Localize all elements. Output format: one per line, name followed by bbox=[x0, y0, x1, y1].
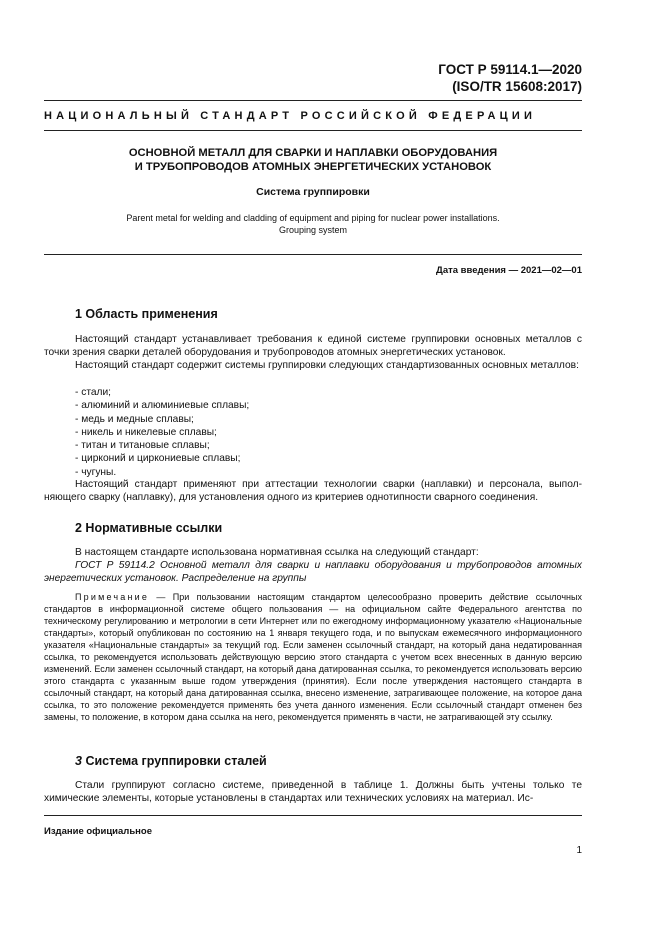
title-rule bbox=[44, 254, 582, 255]
iso-number: (ISO/TR 15608:2017) bbox=[452, 79, 582, 94]
section-3-title: Система группировки сталей bbox=[85, 754, 267, 768]
english-title-line-2: Grouping system bbox=[278, 225, 348, 235]
section-1-para-2: Настоящий стандарт содержит системы группировки следующих стандартизованных основных металлов: bbox=[75, 360, 579, 371]
section-1-para-1: Настоящий стандарт устанавливает требования к единой системе группировки основных металлов с точки зрения сварки деталей оборудования и трубопроводов атомных энергетических установок. bbox=[44, 334, 582, 358]
note-text: — При пользовании настоящим стандартом целесообразно проверить действие ссылочных стандартов в информационной системе общего пользования — на официальном сайте Федерального агентства по техническому регулированию и метрологии в сети Интернет или по ежегодному информационному указателю «Национальные стандарты», который опубликован по состоянию на 1 января текущего года, и по выпускам ежемесячного информационного указателя «Национальные стандарты» за текущий год. Если заменен ссылочный стандарт, на который дана недатированная ссылка, то рекомендуется использовать действующую версию этого стандарта с учетом всех внесенных в данную версию изменений. Если заменен ссылочный стандарт, на который дана датированная ссылка, то рекомендуется использовать версию этого стандарта с указанным выше годом утверждения (принятия). Если после утверждения настоящего стандарта в ссылочный стандарт, на который дана датированная ссылка, внесено изменение, затрагивающее положение, на которое дана ссылка, то это положение рекомендуется применять без учета данного изменения. Если ссылочный стандарт отменен без замены, то положение, в котором дана ссылка на него, рекомендуется применять в части, не затрагивающей эту ссылку. bbox=[44, 592, 582, 722]
header-rule-bottom bbox=[44, 130, 582, 131]
national-standard-banner: НАЦИОНАЛЬНЫЙ СТАНДАРТ РОССИЙСКОЙ ФЕДЕРАЦИИ bbox=[44, 110, 537, 122]
footer-rule bbox=[44, 815, 582, 816]
section-2-para-1: В настоящем стандарте использована нормативная ссылка на следующий стандарт: bbox=[75, 547, 479, 558]
english-title-line-1: Parent metal for welding and cladding of equipment and piping for nuclear power installations. bbox=[126, 213, 500, 223]
section-1-heading: 1 Область применения bbox=[75, 307, 218, 321]
title-line-1: ОСНОВНОЙ МЕТАЛЛ ДЛЯ СВАРКИ И НАПЛАВКИ ОБОРУДОВАНИЯ bbox=[128, 147, 498, 159]
reference-note bbox=[44, 591, 582, 723]
gost-number: ГОСТ Р 59114.1—2020 bbox=[438, 62, 582, 77]
list-item: - стали; bbox=[75, 387, 111, 398]
metals-list bbox=[75, 386, 249, 479]
note-label: Примечание bbox=[75, 592, 150, 602]
section-3-heading bbox=[75, 754, 267, 768]
introduction-date: Дата введения — 2021—02—01 bbox=[436, 265, 582, 276]
page-number: 1 bbox=[576, 845, 582, 856]
list-item: - медь и медные сплавы; bbox=[75, 413, 194, 425]
english-title bbox=[44, 212, 582, 236]
section-3-number: 3 bbox=[75, 754, 82, 768]
standard-designation bbox=[438, 61, 582, 95]
list-item: - титан и титановые сплавы; bbox=[75, 440, 210, 452]
list-item: - никель и никелевые сплавы; bbox=[75, 426, 217, 438]
official-edition-label: Издание официальное bbox=[44, 826, 152, 837]
list-item: - цирконий и циркониевые сплавы; bbox=[75, 453, 241, 465]
header-rule-top bbox=[44, 100, 582, 101]
list-item: - алюминий и алюминиевые сплавы; bbox=[75, 400, 250, 412]
normative-reference: ГОСТ Р 59114.2 Основной металл для сварки и наплавки оборудования и трубопроводов атомных энергетических установок. Распределение на группы bbox=[44, 560, 582, 584]
document-title bbox=[44, 146, 582, 174]
list-item: - чугуны. bbox=[75, 466, 117, 478]
section-1-para-3: Настоящий стандарт применяют при аттестации технологии сварки (наплавки) и персонала, выполняющего сварку (наплавку), для установления одного из критериев однотипности сварного соединения. bbox=[44, 479, 582, 503]
section-3-para-1: Стали группируют согласно системе, приведенной в таблице 1. Должны быть учтены только те химические элементы, которые установлены в стандартах или технических условиях на материал. Ис- bbox=[44, 780, 582, 804]
title-line-2: И ТРУБОПРОВОДОВ АТОМНЫХ ЭНЕРГЕТИЧЕСКИХ УСТАНОВОК bbox=[134, 161, 492, 173]
section-2-heading: 2 Нормативные ссылки bbox=[75, 521, 223, 535]
document-subtitle: Система группировки bbox=[256, 186, 370, 198]
